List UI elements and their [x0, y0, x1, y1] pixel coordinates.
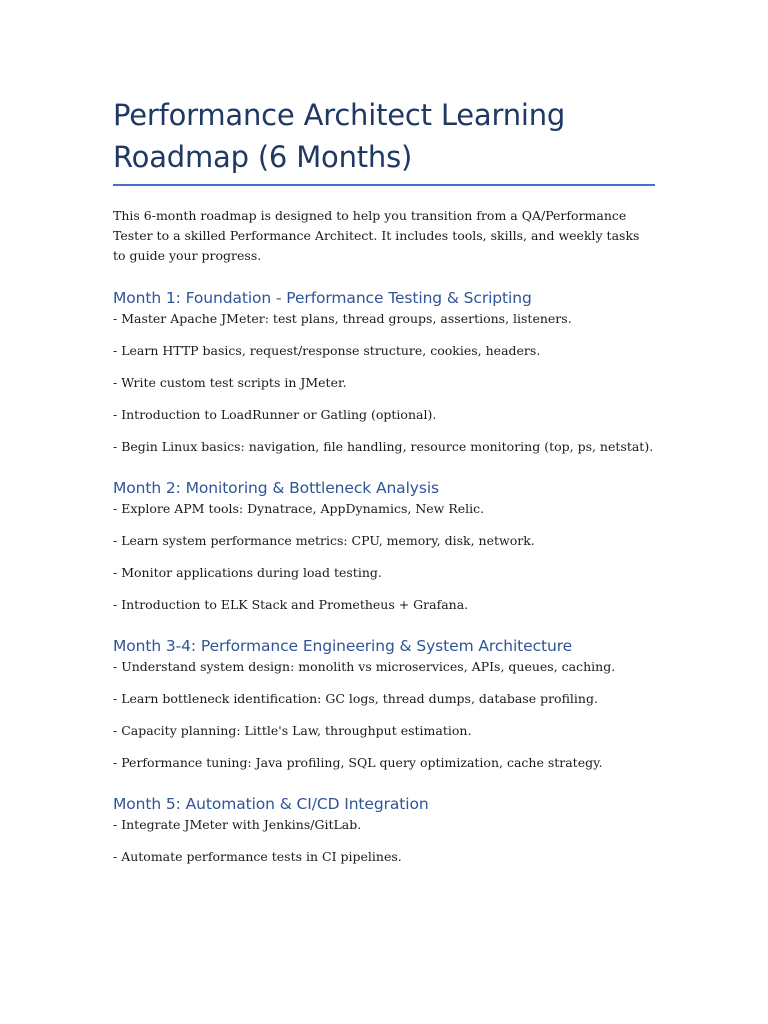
section-month-2: [113, 477, 655, 614]
section-month-5: [113, 793, 655, 866]
list-item: - Learn system performance metrics: CPU, memory, disk, network.: [113, 533, 535, 548]
list-item: - Learn HTTP basics, request/response structure, cookies, headers.: [113, 343, 541, 358]
list-item: - Monitor applications during load testing.: [113, 565, 382, 580]
section-month-3-4: [113, 635, 655, 772]
list-item: - Introduction to ELK Stack and Prometheus + Grafana.: [113, 597, 469, 612]
list-item: - Integrate JMeter with Jenkins/GitLab.: [113, 817, 362, 832]
list-item: - Master Apache JMeter: test plans, thread groups, assertions, listeners.: [113, 311, 572, 326]
document-title: Performance Architect Learning Roadmap (6 Months): [113, 94, 655, 186]
list-item: - Explore APM tools: Dynatrace, AppDynamics, New Relic.: [113, 501, 485, 516]
list-item: - Understand system design: monolith vs microservices, APIs, queues, caching.: [113, 659, 616, 674]
list-item: - Begin Linux basics: navigation, file handling, resource monitoring (top, ps, netstat).: [113, 439, 654, 454]
section-heading: Month 5: Automation & CI/CD Integration: [113, 795, 429, 813]
section-month-1: [113, 287, 655, 456]
list-item: - Write custom test scripts in JMeter.: [113, 375, 347, 390]
list-item: - Automate performance tests in CI pipelines.: [113, 849, 402, 864]
list-item: - Capacity planning: Little's Law, throughput estimation.: [113, 723, 472, 738]
section-heading: Month 2: Monitoring & Bottleneck Analysis: [113, 479, 440, 497]
intro-paragraph: This 6-month roadmap is designed to help you transition from a QA/Performance Tester to a skilled Performance Architect. It includes tools, skills, and weekly tasks to guide your progress.: [113, 208, 640, 263]
list-item: - Performance tuning: Java profiling, SQL query optimization, cache strategy.: [113, 755, 603, 770]
document-page: [113, 94, 655, 866]
list-item: - Learn bottleneck identification: GC logs, thread dumps, database profiling.: [113, 691, 598, 706]
section-heading: Month 1: Foundation - Performance Testing & Scripting: [113, 289, 532, 307]
list-item: - Introduction to LoadRunner or Gatling (optional).: [113, 407, 437, 422]
section-heading: Month 3-4: Performance Engineering & System Architecture: [113, 637, 573, 655]
